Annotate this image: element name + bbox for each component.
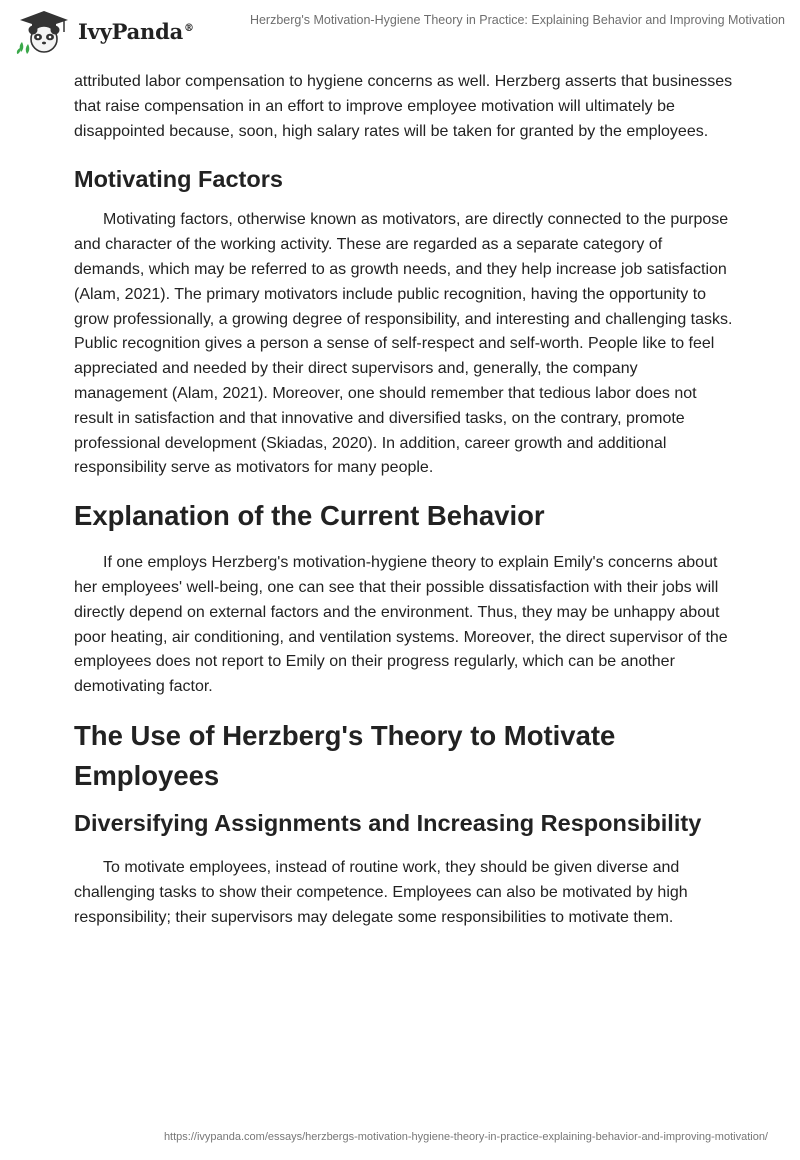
heading-explanation-current-behavior: Explanation of the Current Behavior xyxy=(74,500,545,532)
article-body xyxy=(74,70,734,930)
heading-motivating-factors: Motivating Factors xyxy=(74,166,283,193)
logo-wordmark: IvyPanda® xyxy=(78,18,194,44)
panda-graduate-icon xyxy=(16,8,72,54)
diversifying-paragraph: To motivate employees, instead of routine work, they should be given diverse and challenging tasks to show their competence. Employees can also be motivated by high responsibility; their supervisors may delegate some responsibilities to motivate them. xyxy=(74,858,688,926)
ivypanda-logo[interactable] xyxy=(16,8,194,54)
page-header xyxy=(0,0,800,68)
heading-diversifying-assignments: Diversifying Assignments and Increasing Responsibility xyxy=(74,809,702,836)
source-url[interactable]: https://ivypanda.com/essays/herzbergs-motivation-hygiene-theory-in-practice-explaining-behavior-and-improving-motivation/ xyxy=(163,1131,768,1143)
heading-use-of-herzberg-theory: The Use of Herzberg's Theory to Motivate Employees xyxy=(74,719,616,791)
document-title: Herzberg's Motivation-Hygiene Theory in Practice: Explaining Behavior and Improving Motivation xyxy=(249,13,785,27)
explanation-paragraph: If one employs Herzberg's motivation-hygiene theory to explain Emily's concerns about her employees' well-being, one can see that their possible dissatisfaction with their jobs will directly depend on external factors and the environment. Thus, they may be unhappy about poor heating, air conditioning, and ventilation systems. Moreover, the direct supervisor of the employees does not report to Emily on their progress regularly, which can be another demotivating factor. xyxy=(74,554,728,696)
motivating-factors-paragraph: Motivating factors, otherwise known as motivators, are directly connected to the purpose and character of the working activity. These are regarded as a separate category of demands, which may be referred to as growth needs, and they help increase job satisfaction (Alam, 2021). The primary motivators include public recognition, having the opportunity to grow professionally, a growing degree of responsibility, and interesting and challenging tasks. Public recognition gives a person a sense of self-respect and self-worth. People like to feel appreciated and needed by their direct supervisors and, generally, the company management (Alam, 2021). Moreover, one should remember that tedious labor does not result in satisfaction and that innovative and diversified tasks, on the contrary, promote professional development (Skiadas, 2020). In addition, career growth and additional responsibility serve as motivators for many people. xyxy=(74,211,733,477)
intro-paragraph: attributed labor compensation to hygiene concerns as well. Herzberg asserts that businesses that raise compensation in an effort to improve employee motivation will ultimately be disappointed because, soon, high salary rates will be taken for granted by the employees. xyxy=(74,73,733,140)
